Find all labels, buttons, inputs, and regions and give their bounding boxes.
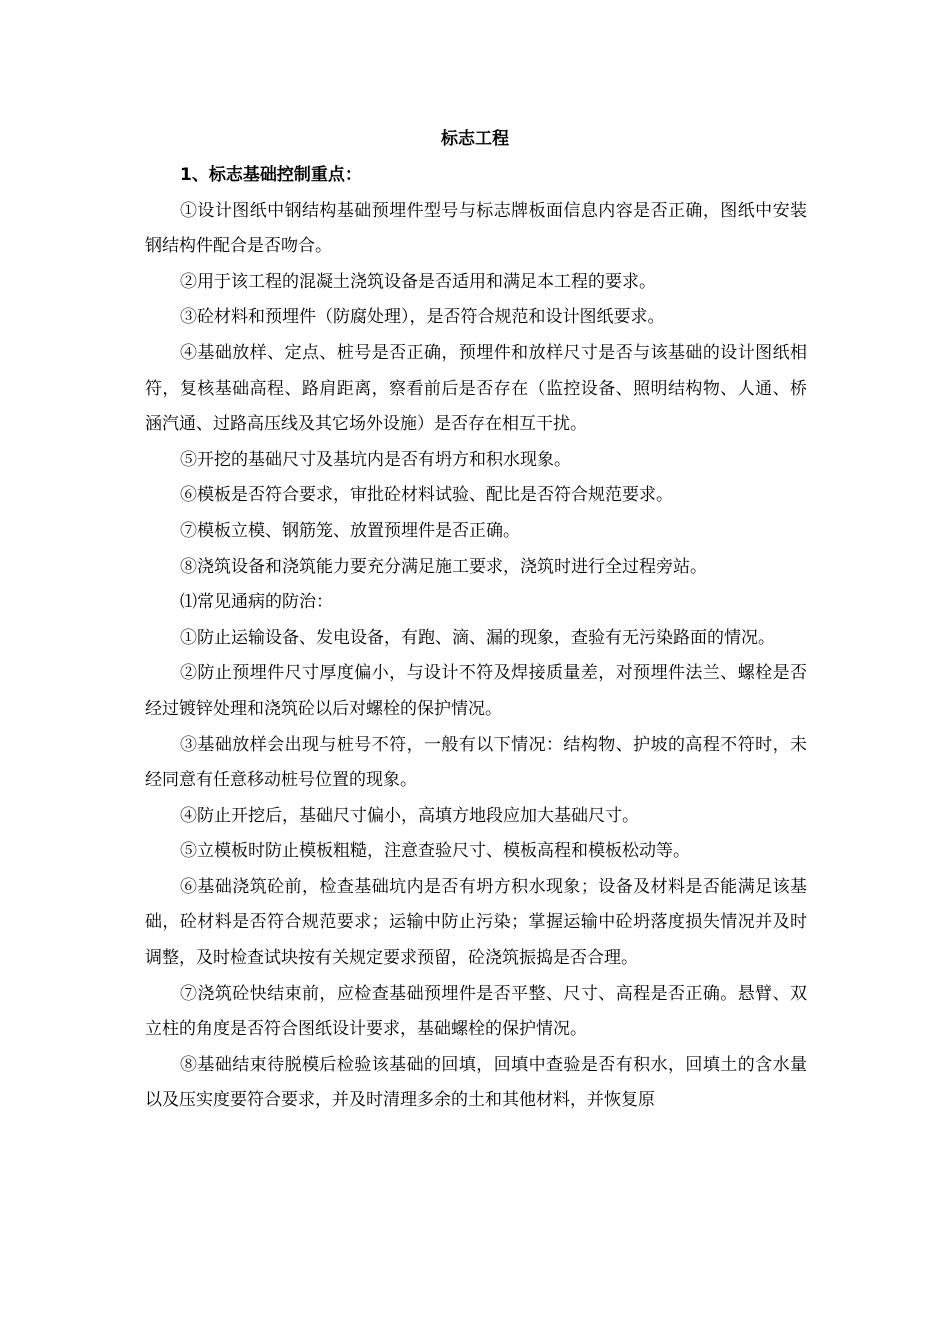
body-paragraph: ⑦浇筑砼快结束前，应检查基础预埋件是否平整、尺寸、高程是否正确。悬臂、双立柱的角度是否符合图纸设计要求，基础螺栓的保护情况。 bbox=[145, 983, 807, 1040]
body-paragraph: ⑤立模板时防止模板粗糙，注意查验尺寸、模板高程和模板松动等。 bbox=[180, 841, 690, 862]
body-paragraph: ⑥模板是否符合要求，审批砼材料试验、配比是否符合规范要求。 bbox=[180, 485, 673, 506]
body-paragraph: ①防止运输设备、发电设备，有跑、滴、漏的现象，查验有无污染路面的情况。 bbox=[180, 627, 775, 648]
section-heading: 1、标志基础控制重点： bbox=[180, 165, 362, 185]
body-paragraph: ①设计图纸中钢结构基础预埋件型号与标志牌板面信息内容是否正确，图纸中安装钢结构件配合是否吻合。 bbox=[145, 200, 807, 257]
body-paragraph: ③基础放样会出现与桩号不符，一般有以下情况：结构物、护坡的高程不符时，未经同意有任意移动桩号位置的现象。 bbox=[145, 734, 807, 791]
body-paragraph: ②防止预埋件尺寸厚度偏小，与设计不符及焊接质量差，对预埋件法兰、螺栓是否经过镀锌处理和浇筑砼以后对螺栓的保护情况。 bbox=[145, 663, 807, 719]
body-paragraph: ③砼材料和预埋件（防腐处理），是否符合规范和设计图纸要求。 bbox=[180, 307, 665, 328]
body-paragraph: ②用于该工程的混凝土浇筑设备是否适用和满足本工程的要求。 bbox=[180, 271, 656, 292]
body-paragraph: ④基础放样、定点、桩号是否正确，预埋件和放样尺寸是否与该基础的设计图纸相符，复核基础高程、路肩距离，察看前后是否存在（监控设备、照明结构物、人通、桥涵汽通、过路高压线及其它场外设施）是否存在相互干扰。 bbox=[145, 342, 807, 435]
body-paragraph: ⑴常见通病的防治： bbox=[180, 592, 333, 613]
body-paragraph: ⑦模板立模、钢筋笼、放置预埋件是否正确。 bbox=[180, 520, 520, 541]
document-title: 标志工程 bbox=[441, 129, 509, 149]
body-paragraph: ⑤开挖的基础尺寸及基坑内是否有坍方和积水现象。 bbox=[180, 449, 571, 470]
body-paragraph: ⑥基础浇筑砼前，检查基础坑内是否有坍方积水现象；设备及材料是否能满足该基础，砼材料是否符合规范要求；运输中防止污染；掌握运输中砼坍落度损失情况并及时调整，及时检查试块按有关规定要求预留，砼浇筑振捣是否合理。 bbox=[145, 876, 807, 969]
body-paragraph: ④防止开挖后，基础尺寸偏小，高填方地段应加大基础尺寸。 bbox=[180, 805, 639, 826]
body-paragraph: ⑧基础结束待脱模后检验该基础的回填，回填中查验是否有积水，回填土的含水量以及压实度要符合要求，并及时清理多余的土和其他材料，并恢复原 bbox=[145, 1054, 807, 1111]
document-body bbox=[145, 158, 807, 1119]
body-paragraph: ⑧浇筑设备和浇筑能力要充分满足施工要求，浇筑时进行全过程旁站。 bbox=[180, 556, 707, 577]
